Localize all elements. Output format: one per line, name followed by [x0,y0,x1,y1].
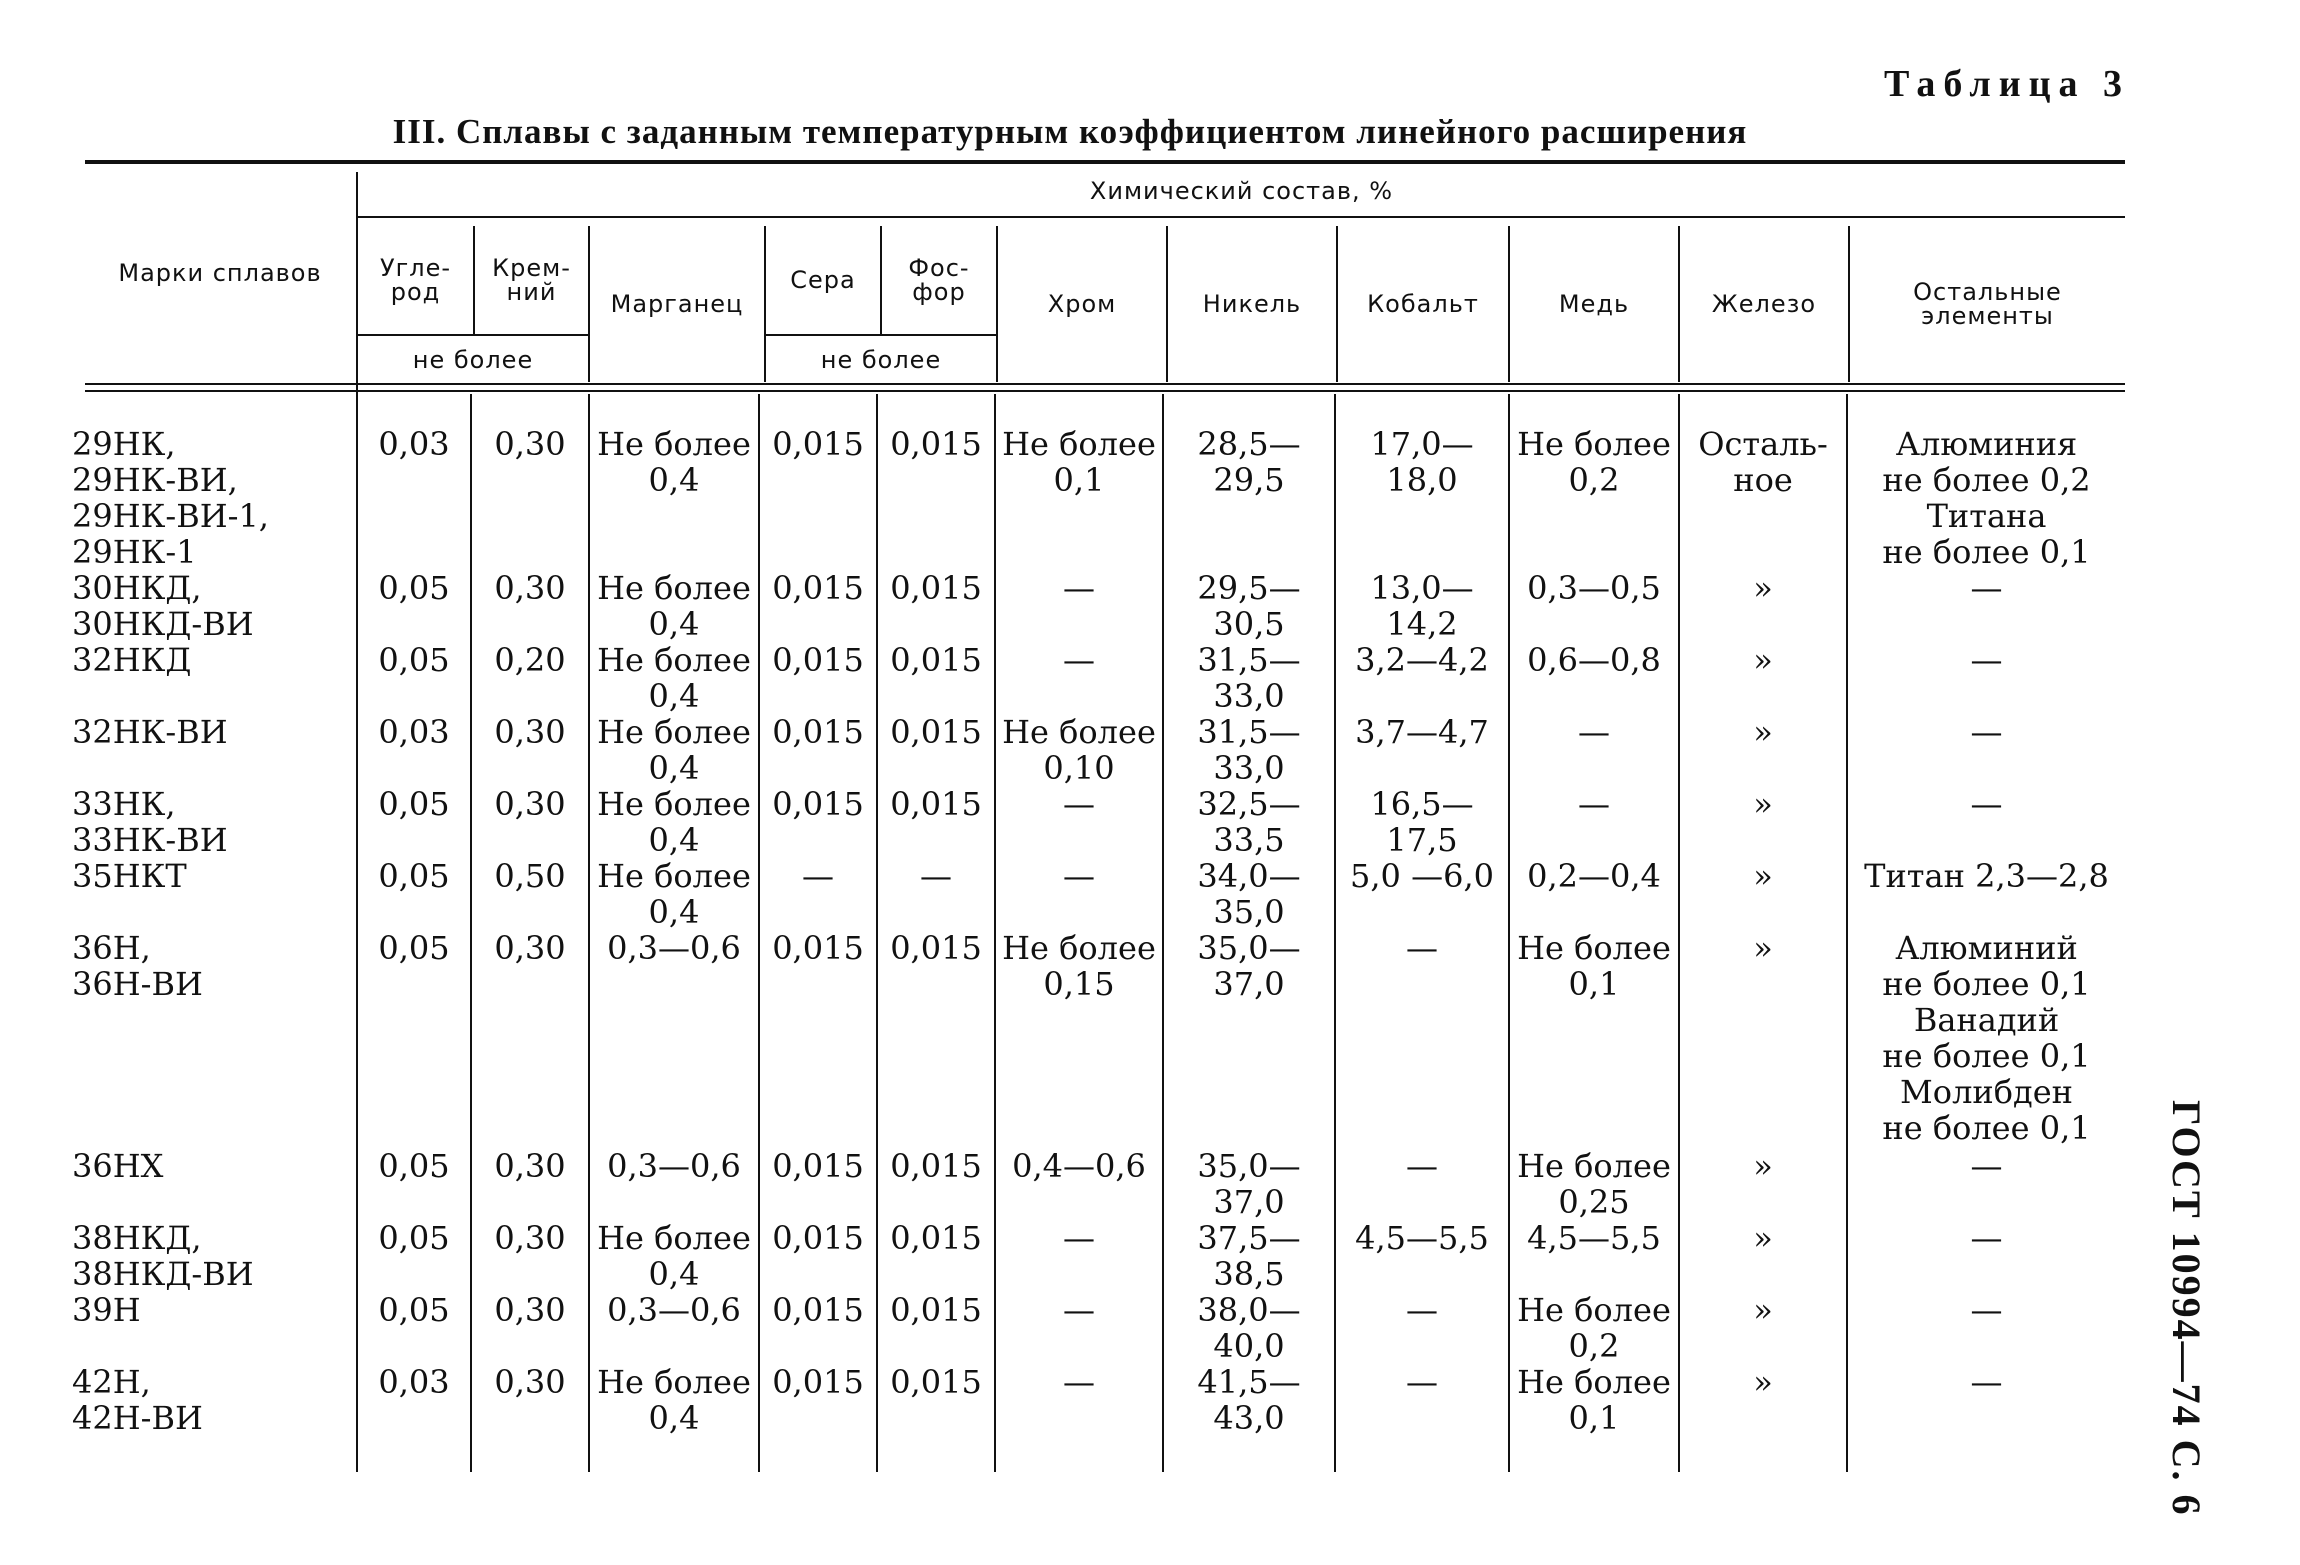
nickel-cell: 41,5—43,0 [1197,1363,1301,1437]
silicon-cell: 0,30 [494,425,566,463]
other-elements-cell: — [1970,1291,2003,1329]
iron-cell: » [1753,785,1773,823]
chromium-cell: — [1063,569,1095,607]
nickel-cell: 29,5—30,5 [1197,569,1301,643]
iron-cell: » [1753,569,1773,607]
carbon-cell: 0,05 [378,857,450,895]
phosphorus-cell: 0,015 [890,1219,982,1257]
grade-cell: 38НКД, 38НКД-ВИ [72,1219,254,1293]
header-bottom-rule-1 [85,383,2125,385]
other-elements-cell: — [1970,1363,2003,1401]
grade-cell: 29НК, 29НК-ВИ, 29НК-ВИ-1, 29НК-1 [72,425,269,571]
phosphorus-cell: 0,015 [890,1291,982,1329]
copper-cell: — [1578,713,1610,751]
cobalt-cell: 13,0—14,2 [1370,569,1474,643]
chromium-cell: Не более 0,1 [1002,425,1156,499]
nickel-cell: 32,5—33,5 [1197,785,1301,859]
other-elements-cell: — [1970,713,2003,751]
chem-header-rule [358,216,2125,218]
chromium-cell: — [1063,641,1095,679]
nickel-cell: 31,5—33,0 [1197,713,1301,787]
iron-cell: » [1753,1147,1773,1185]
chromium-cell: Не более 0,10 [1002,713,1156,787]
copper-cell: Не более 0,1 [1517,929,1671,1003]
sulfur-cell: 0,015 [772,713,864,751]
copper-cell: Не более 0,25 [1517,1147,1671,1221]
grade-cell: 32НК-ВИ [72,713,228,751]
carbon-cell: 0,05 [378,929,450,967]
top-rule [85,160,2125,164]
grade-cell: 42Н, 42Н-ВИ [72,1363,203,1437]
copper-cell: 0,6—0,8 [1527,641,1661,679]
sulfur-cell: 0,015 [772,1363,864,1401]
other-elements-cell: — [1970,641,2003,679]
iron-cell: » [1753,1363,1773,1401]
carbon-cell: 0,05 [378,641,450,679]
sulfur-cell: 0,015 [772,1291,864,1329]
grade-cell: 32НКД [72,641,192,679]
grade-cell: 33НК, 33НК-ВИ [72,785,228,859]
manganese-cell: 0,3—0,6 [607,929,741,967]
manganese-cell: Не более 0,4 [597,569,751,643]
silicon-cell: 0,30 [494,1363,566,1401]
chromium-cell: — [1063,1363,1095,1401]
not-more-rule-2 [766,334,996,336]
other-elements-cell: — [1970,569,2003,607]
copper-cell: Не более 0,2 [1517,425,1671,499]
silicon-cell: 0,30 [494,1147,566,1185]
nickel-cell: 35,0—37,0 [1197,929,1301,1003]
manganese-cell: Не более 0,4 [597,785,751,859]
iron-cell: » [1753,1219,1773,1257]
other-elements-cell: — [1970,1219,2003,1257]
header-nickel: Никель [1202,290,1302,318]
silicon-cell: 0,30 [494,1219,566,1257]
silicon-cell: 0,30 [494,929,566,967]
phosphorus-cell: 0,015 [890,785,982,823]
phosphorus-cell: 0,015 [890,1147,982,1185]
copper-cell: 0,2—0,4 [1527,857,1661,895]
chromium-cell: — [1063,857,1095,895]
header-not-more-1: не более [412,346,534,374]
header-chem-composition: Химический состав, % [1089,177,1394,205]
other-elements-cell: — [1970,785,2003,823]
carbon-cell: 0,03 [378,1363,450,1401]
iron-cell: » [1753,929,1773,967]
chromium-cell: Не более 0,15 [1002,929,1156,1003]
nickel-cell: 37,5—38,5 [1197,1219,1301,1293]
carbon-cell: 0,05 [378,1219,450,1257]
manganese-cell: 0,3—0,6 [607,1291,741,1329]
other-elements-cell: Титан 2,3—2,8 [1864,857,2109,895]
header-bottom-rule-2 [85,390,2125,392]
manganese-cell: Не более 0,4 [597,857,751,931]
other-elements-cell: — [1970,1147,2003,1185]
header-phosphorus: Фос- фор [908,254,970,306]
silicon-cell: 0,20 [494,641,566,679]
header-copper: Медь [1558,290,1630,318]
copper-cell: Не более 0,1 [1517,1363,1671,1437]
carbon-cell: 0,05 [378,1291,450,1329]
header-manganese: Марганец [610,290,744,318]
silicon-cell: 0,30 [494,569,566,607]
table-title: III. Сплавы с заданным температурным коэффициентом линейного расширения [392,112,1748,151]
cobalt-cell: 17,0—18,0 [1370,425,1474,499]
other-elements-cell: Алюминий не более 0,1 Ванадий не более 0,1 Молибден не более 0,1 [1882,929,2091,1147]
nickel-cell: 38,0—40,0 [1197,1291,1301,1365]
silicon-cell: 0,30 [494,785,566,823]
copper-cell: Не более 0,2 [1517,1291,1671,1365]
sulfur-cell: 0,015 [772,569,864,607]
grade-cell: 30НКД, 30НКД-ВИ [72,569,254,643]
chromium-cell: 0,4—0,6 [1012,1147,1146,1185]
silicon-cell: 0,30 [494,713,566,751]
silicon-cell: 0,50 [494,857,566,895]
grade-cell: 35НКТ [72,857,187,895]
header-carbon: Угле- род [380,254,451,306]
silicon-cell: 0,30 [494,1291,566,1329]
other-elements-cell: Алюминия не более 0,2 Титана не более 0,1 [1882,425,2091,571]
sulfur-cell: — [802,857,834,895]
copper-cell: — [1578,785,1610,823]
copper-cell: 0,3—0,5 [1527,569,1661,607]
sulfur-cell: 0,015 [772,425,864,463]
chromium-cell: — [1063,785,1095,823]
header-iron: Железо [1711,290,1817,318]
grade-cell: 36Н, 36Н-ВИ [72,929,203,1003]
nickel-cell: 28,5—29,5 [1197,425,1301,499]
phosphorus-cell: — [920,857,952,895]
sulfur-cell: 0,015 [772,641,864,679]
grade-cell: 39Н [72,1291,141,1329]
iron-cell: » [1753,857,1773,895]
carbon-cell: 0,03 [378,425,450,463]
phosphorus-cell: 0,015 [890,425,982,463]
nickel-cell: 34,0—35,0 [1197,857,1301,931]
copper-cell: 4,5—5,5 [1527,1219,1661,1257]
iron-cell: Осталь- ное [1698,425,1828,499]
manganese-cell: Не более 0,4 [597,713,751,787]
header-cobalt: Кобальт [1367,290,1479,318]
phosphorus-cell: 0,015 [890,641,982,679]
cobalt-cell: 3,7—4,7 [1355,713,1489,751]
chromium-cell: — [1063,1219,1095,1257]
iron-cell: » [1753,641,1773,679]
cobalt-cell: 3,2—4,2 [1355,641,1489,679]
carbon-cell: 0,05 [378,785,450,823]
grade-cell: 36НХ [72,1147,164,1185]
sulfur-cell: 0,015 [772,929,864,967]
header-chromium: Хром [1047,290,1117,318]
phosphorus-cell: 0,015 [890,1363,982,1401]
chromium-cell: — [1063,1291,1095,1329]
carbon-cell: 0,05 [378,1147,450,1185]
sulfur-cell: 0,015 [772,1147,864,1185]
manganese-cell: Не более 0,4 [597,1219,751,1293]
header-grade: Марки сплавов [118,259,322,287]
nickel-cell: 31,5—33,0 [1197,641,1301,715]
phosphorus-cell: 0,015 [890,929,982,967]
cobalt-cell: — [1406,929,1438,967]
carbon-cell: 0,05 [378,569,450,607]
header-not-more-2: не более [820,346,942,374]
manganese-cell: Не более 0,4 [597,1363,751,1437]
cobalt-cell: 4,5—5,5 [1355,1219,1489,1257]
cobalt-cell: — [1406,1291,1438,1329]
cobalt-cell: — [1406,1147,1438,1185]
manganese-cell: Не более 0,4 [597,425,751,499]
iron-cell: » [1753,1291,1773,1329]
cobalt-cell: 5,0 —6,0 [1350,857,1494,895]
phosphorus-cell: 0,015 [890,569,982,607]
cobalt-cell: 16,5—17,5 [1370,785,1474,859]
phosphorus-cell: 0,015 [890,713,982,751]
carbon-cell: 0,03 [378,713,450,751]
manganese-cell: 0,3—0,6 [607,1147,741,1185]
side-text-label: ГОСТ 10994—74 С. 6 [2164,1100,2209,1517]
header-sulfur: Сера [790,266,856,294]
not-more-rule-1 [358,334,588,336]
header-silicon: Крем- ний [492,254,571,306]
manganese-cell: Не более 0,4 [597,641,751,715]
nickel-cell: 35,0—37,0 [1197,1147,1301,1221]
sulfur-cell: 0,015 [772,1219,864,1257]
table-label: Таблица 3 [1883,63,2130,105]
cobalt-cell: — [1406,1363,1438,1401]
header-other-elements: Остальные элементы [1913,278,2062,330]
sulfur-cell: 0,015 [772,785,864,823]
iron-cell: » [1753,713,1773,751]
